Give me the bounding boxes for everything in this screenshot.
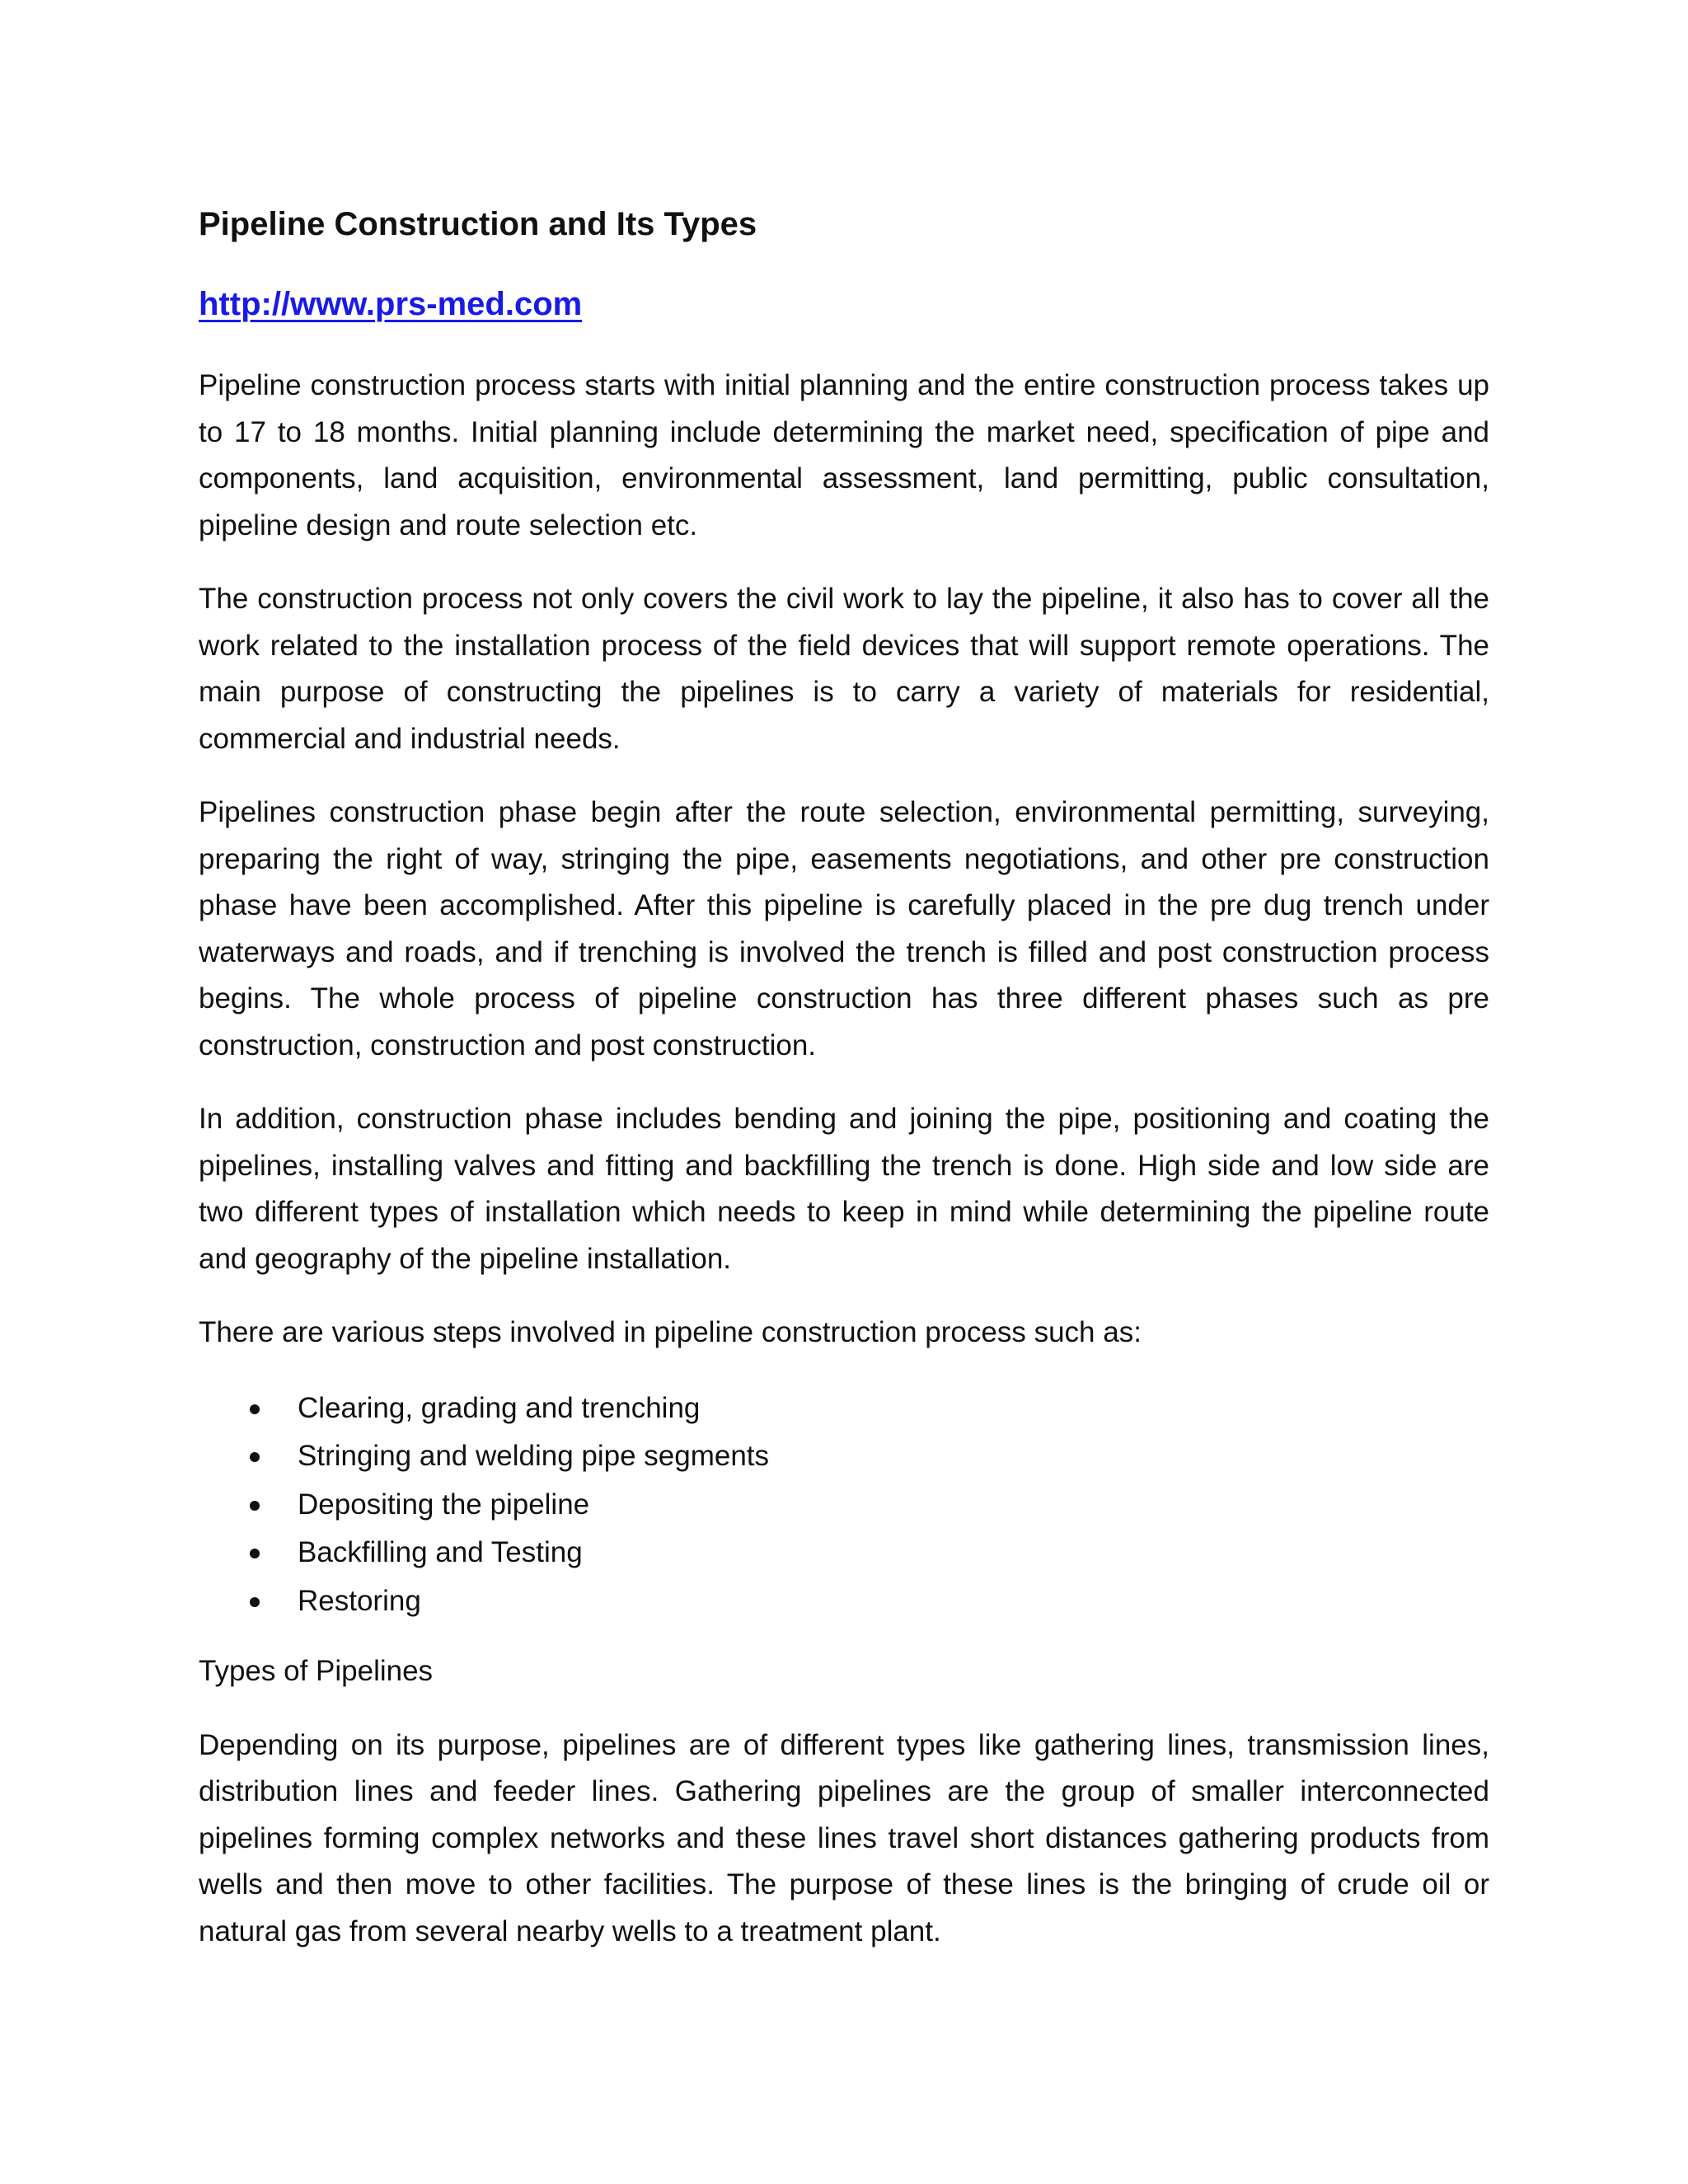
list-item-text: Stringing and welding pipe segments: [298, 1440, 770, 1472]
paragraph-installation: In addition, construction phase includes bending and joining the pipe, positioning and coating the pipelines, installing valves and fitting and backfilling the trench is done. High side and low side are two different types of installation which needs to keep in mind while determining the pipeline route and geography of the pipeline installation.: [199, 1103, 1489, 1275]
list-item: [199, 1577, 1489, 1626]
bullet-icon: [250, 1501, 260, 1511]
list-item: [199, 1529, 1489, 1577]
bullet-icon: [250, 1597, 260, 1607]
paragraph-pipeline-types: Depending on its purpose, pipelines are of different types like gathering lines, transmission lines, distribution lines and feeder lines. Gathering pipelines are the group of smaller interconnected pipelines forming complex networks and these lines travel short distances gathering products from wells and then move to other facilities. The purpose of these lines is the bringing of crude oil or natural gas from several nearby wells to a treatment plant.: [199, 1728, 1489, 1947]
list-item: [199, 1432, 1489, 1481]
bullet-icon: [250, 1549, 260, 1558]
website-link[interactable]: http://www.prs-med.com: [199, 286, 583, 322]
list-item: [199, 1481, 1489, 1530]
list-item-text: Clearing, grading and trenching: [298, 1391, 701, 1424]
bullet-icon: [250, 1404, 260, 1414]
paragraph-construction-phase: Pipelines construction phase begin after the route selection, environmental permitting, surveying, preparing the right of way, stringing the pipe, easements negotiations, and other pre construction phase have been accomplished. After this pipeline is carefully placed in the pre dug trench under waterways and roads, and if trenching is involved the trench is filled and post construction process begins. The whole process of pipeline construction has three different phases such as pre construction, construction and post construction.: [199, 796, 1489, 1062]
steps-list: [199, 1385, 1489, 1626]
list-item-text: Depositing the pipeline: [298, 1488, 590, 1521]
list-item-text: Backfilling and Testing: [298, 1536, 583, 1568]
document-title: Pipeline Construction and Its Types: [199, 206, 757, 242]
list-item: [199, 1385, 1489, 1433]
list-item-text: Restoring: [298, 1584, 421, 1617]
paragraph-planning: Pipeline construction process starts with initial planning and the entire construction process takes up to 17 to 18 months. Initial planning include determining the market need, specification of pipe and components, land acquisition, environmental assessment, land permitting, public consultation, pipeline design and route selection etc.: [199, 369, 1489, 541]
paragraph-steps-intro: There are various steps involved in pipeline construction process such as:: [199, 1316, 1142, 1348]
document-body: [199, 203, 1489, 1955]
bullet-icon: [250, 1452, 260, 1462]
paragraph-construction-scope: The construction process not only covers the civil work to lay the pipeline, it also has to cover all the work related to the installation process of the field devices that will support remote operations. The main purpose of constructing the pipelines is to carry a variety of materials for residential, commercial and industrial needs.: [199, 583, 1489, 755]
section-heading-types: Types of Pipelines: [199, 1655, 434, 1687]
